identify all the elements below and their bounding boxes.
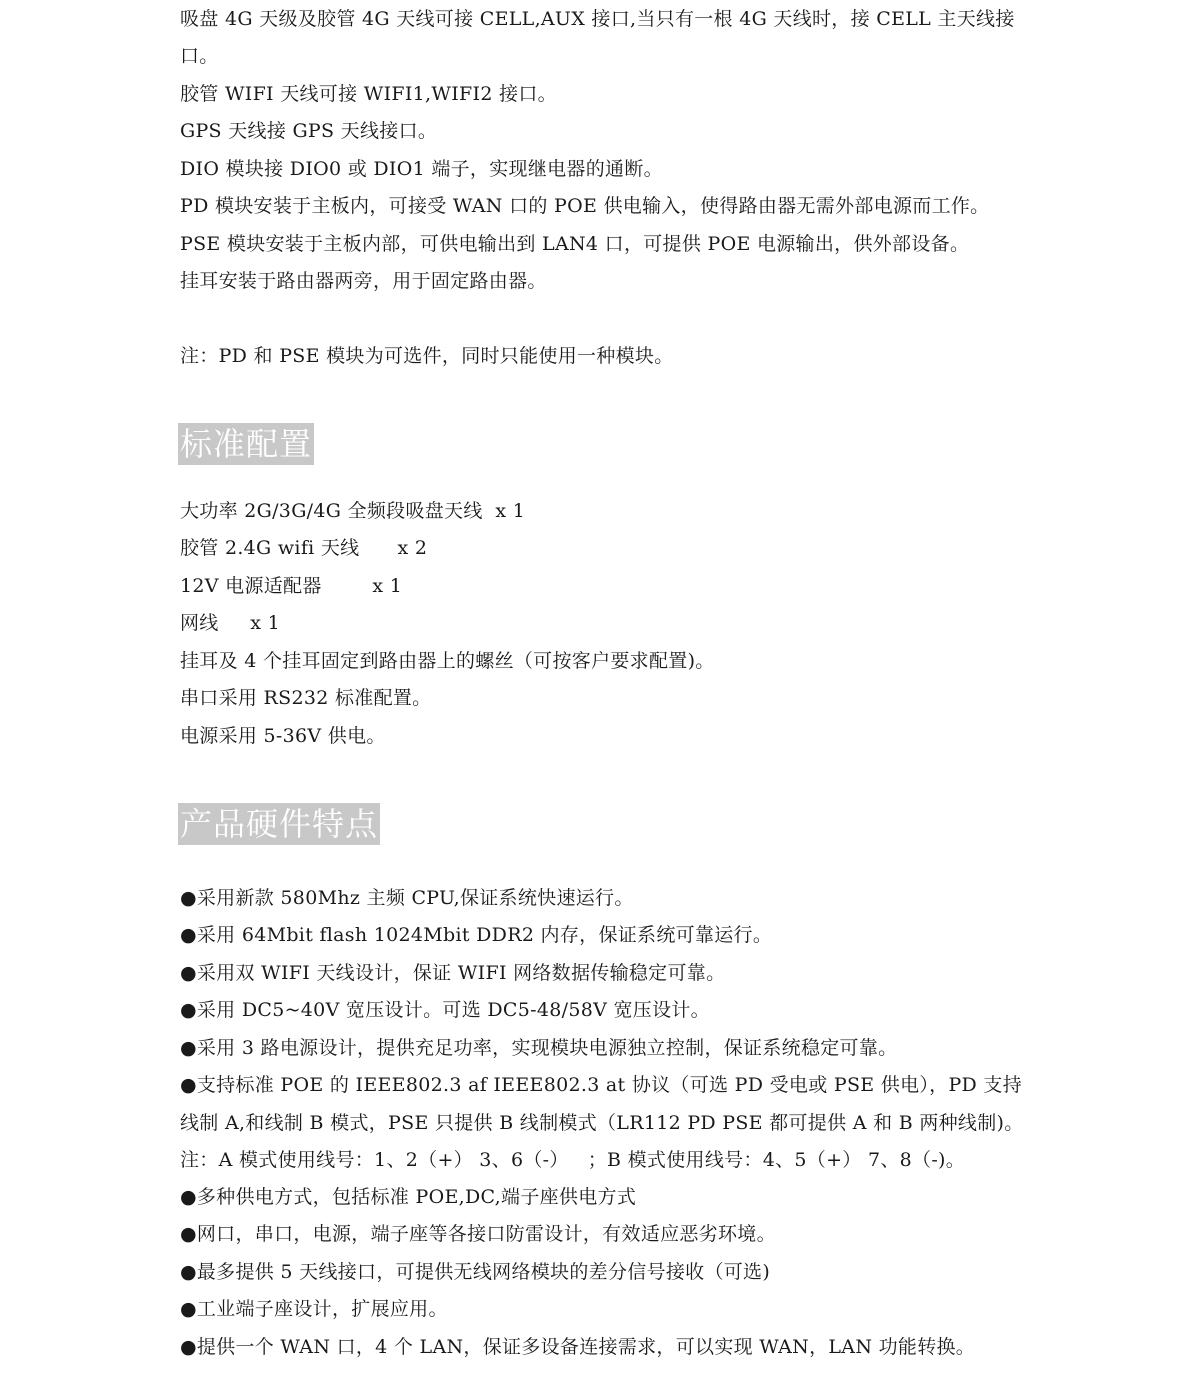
intro-line: 口。 — [180, 45, 219, 67]
feature-item: 线制 A,和线制 B 模式，PSE 只提供 B 线制模式（LR112 PD PSE 都可提供 A 和 B 两种线制)。 — [180, 1112, 1024, 1134]
feature-item: ●提供一个 WAN 口，4 个 LAN，保证多设备连接需求，可以实现 WAN，LAN 功能转换。 — [180, 1336, 976, 1358]
section-heading-hardware-features: 产品硬件特点 — [180, 805, 379, 843]
feature-item: ●采用 64Mbit flash 1024Mbit DDR2 内存，保证系统可靠运行。 — [180, 924, 773, 946]
feature-item: ●支持标准 POE 的 IEEE802.3 af IEEE802.3 at 协议（可选 PD 受电或 PSE 供电），PD 支持 — [180, 1074, 1023, 1096]
feature-item: ●工业端子座设计，扩展应用。 — [180, 1298, 448, 1320]
config-item: 胶管 2.4G wifi 天线 x 2 — [180, 537, 428, 559]
intro-line: 胶管 WIFI 天线可接 WIFI1,WIFI2 接口。 — [180, 83, 557, 105]
intro-line: DIO 模块接 DIO0 或 DIO1 端子，实现继电器的通断。 — [180, 158, 663, 180]
config-item: 12V 电源适配器 x 1 — [180, 575, 403, 597]
feature-item: ●网口，串口，电源，端子座等各接口防雷设计，有效适应恶劣环境。 — [180, 1223, 776, 1245]
feature-item: ●采用 DC5~40V 宽压设计。可选 DC5-48/58V 宽压设计。 — [180, 999, 710, 1021]
intro-line: PD 模块安装于主板内，可接受 WAN 口的 POE 供电输入，使得路由器无需外部电源而工作。 — [180, 195, 990, 217]
intro-line: PSE 模块安装于主板内部，可供电输出到 LAN4 口，可提供 POE 电源输出，供外部设备。 — [180, 233, 970, 255]
config-item: 大功率 2G/3G/4G 全频段吸盘天线 x 1 — [180, 500, 526, 522]
feature-item: ●多种供电方式，包括标准 POE,DC,端子座供电方式 — [180, 1186, 637, 1208]
section-heading-standard-config: 标准配置 — [180, 425, 313, 463]
feature-item: ●采用新款 580Mhz 主频 CPU,保证系统快速运行。 — [180, 887, 634, 909]
feature-item: ●采用 3 路电源设计，提供充足功率，实现模块电源独立控制，保证系统稳定可靠。 — [180, 1037, 898, 1059]
config-item: 串口采用 RS232 标准配置。 — [180, 687, 432, 709]
feature-item: ●采用双 WIFI 天线设计，保证 WIFI 网络数据传输稳定可靠。 — [180, 962, 726, 984]
config-item: 挂耳及 4 个挂耳固定到路由器上的螺丝（可按客户要求配置)。 — [180, 650, 715, 672]
intro-line: 吸盘 4G 天级及胶管 4G 天线可接 CELL,AUX 接口,当只有一根 4G 天线时，接 CELL 主天线接 — [180, 8, 1015, 30]
intro-line: GPS 天线接 GPS 天线接口。 — [180, 120, 438, 142]
intro-note: 注：PD 和 PSE 模块为可选件，同时只能使用一种模块。 — [180, 345, 674, 367]
feature-item: 注：A 模式使用线号：1、2（+） 3、6（-） ；B 模式使用线号：4、5（+） 7、8（-)。 — [180, 1149, 966, 1171]
intro-line: 挂耳安装于路由器两旁，用于固定路由器。 — [180, 270, 547, 292]
config-item: 电源采用 5-36V 供电。 — [180, 725, 386, 747]
config-item: 网线 x 1 — [180, 612, 281, 634]
feature-item: ●最多提供 5 天线接口，可提供无线网络模块的差分信号接收（可选) — [180, 1261, 771, 1283]
